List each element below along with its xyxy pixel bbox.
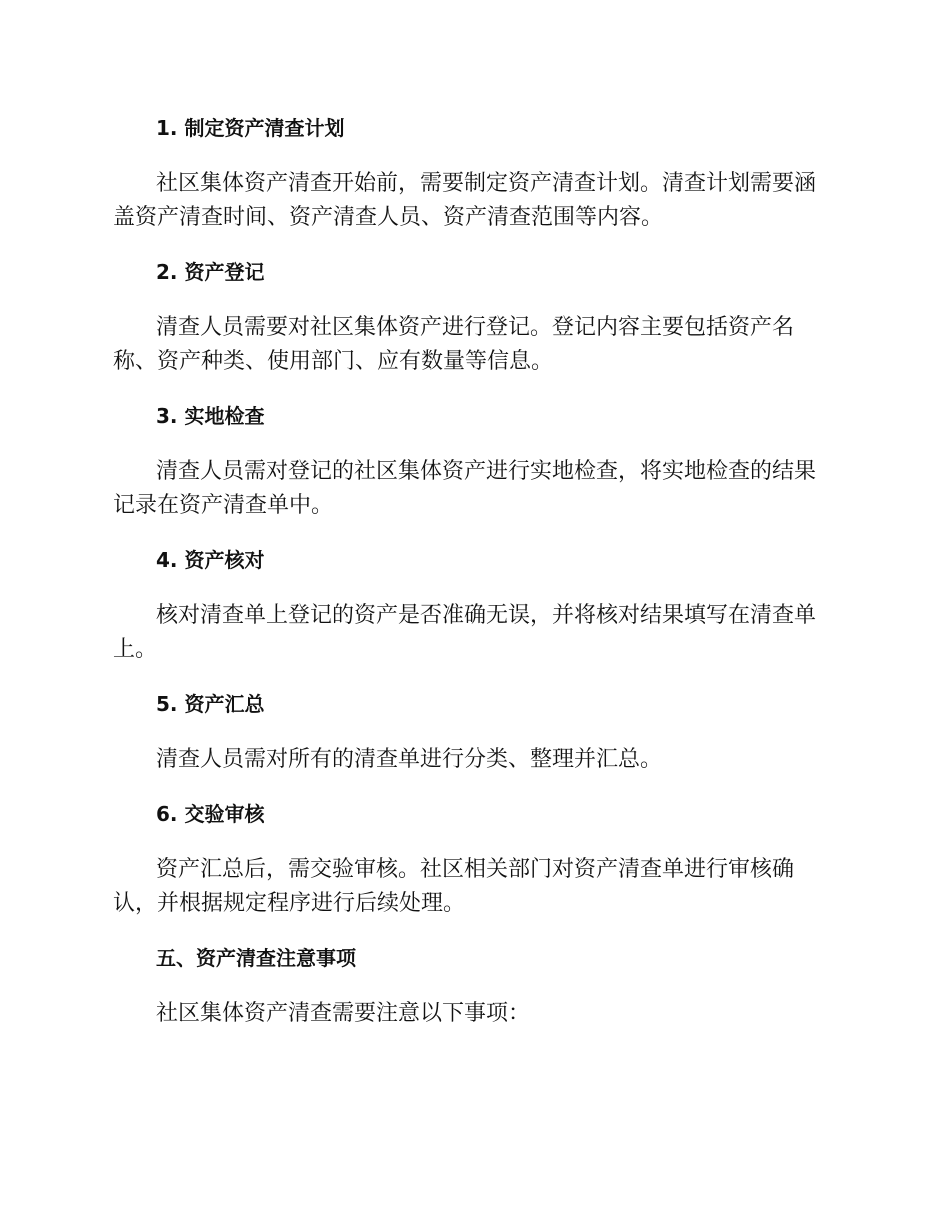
section-heading-plan: 1. 制定资产清查计划 [156,116,345,140]
section-paragraph-plan: 社区集体资产清查开始前，需要制定资产清查计划。清查计划需要涵盖资产清查时间、资产清查人员、资产清查范围等内容。 [113,171,817,230]
document-body [113,113,837,1031]
section-paragraph-summary: 清查人员需对所有的清查单进行分类、整理并汇总。 [156,747,663,772]
section-paragraph-review: 资产汇总后，需交验审核。社区相关部门对资产清查单进行审核确认，并根据规定程序进行后续处理。 [113,857,795,916]
section-heading-inspection: 3. 实地检查 [156,404,265,428]
section-paragraph-registration: 清查人员需要对社区集体资产进行登记。登记内容主要包括资产名称、资产种类、使用部门、应有数量等信息。 [113,315,795,374]
section-heading-summary: 5. 资产汇总 [156,692,265,716]
section-heading-review: 6. 交验审核 [156,802,265,826]
section-paragraph-precautions: 社区集体资产清查需要注意以下事项： [156,1001,531,1026]
section-heading-registration: 2. 资产登记 [156,260,265,284]
section-heading-verification: 4. 资产核对 [156,548,265,572]
section-paragraph-verification: 核对清查单上登记的资产是否准确无误，并将核对结果填写在清查单上。 [113,603,817,662]
section-heading-precautions: 五、资产清查注意事项 [156,946,356,970]
section-paragraph-inspection: 清查人员需对登记的社区集体资产进行实地检查，将实地检查的结果记录在资产清查单中。 [113,459,817,518]
